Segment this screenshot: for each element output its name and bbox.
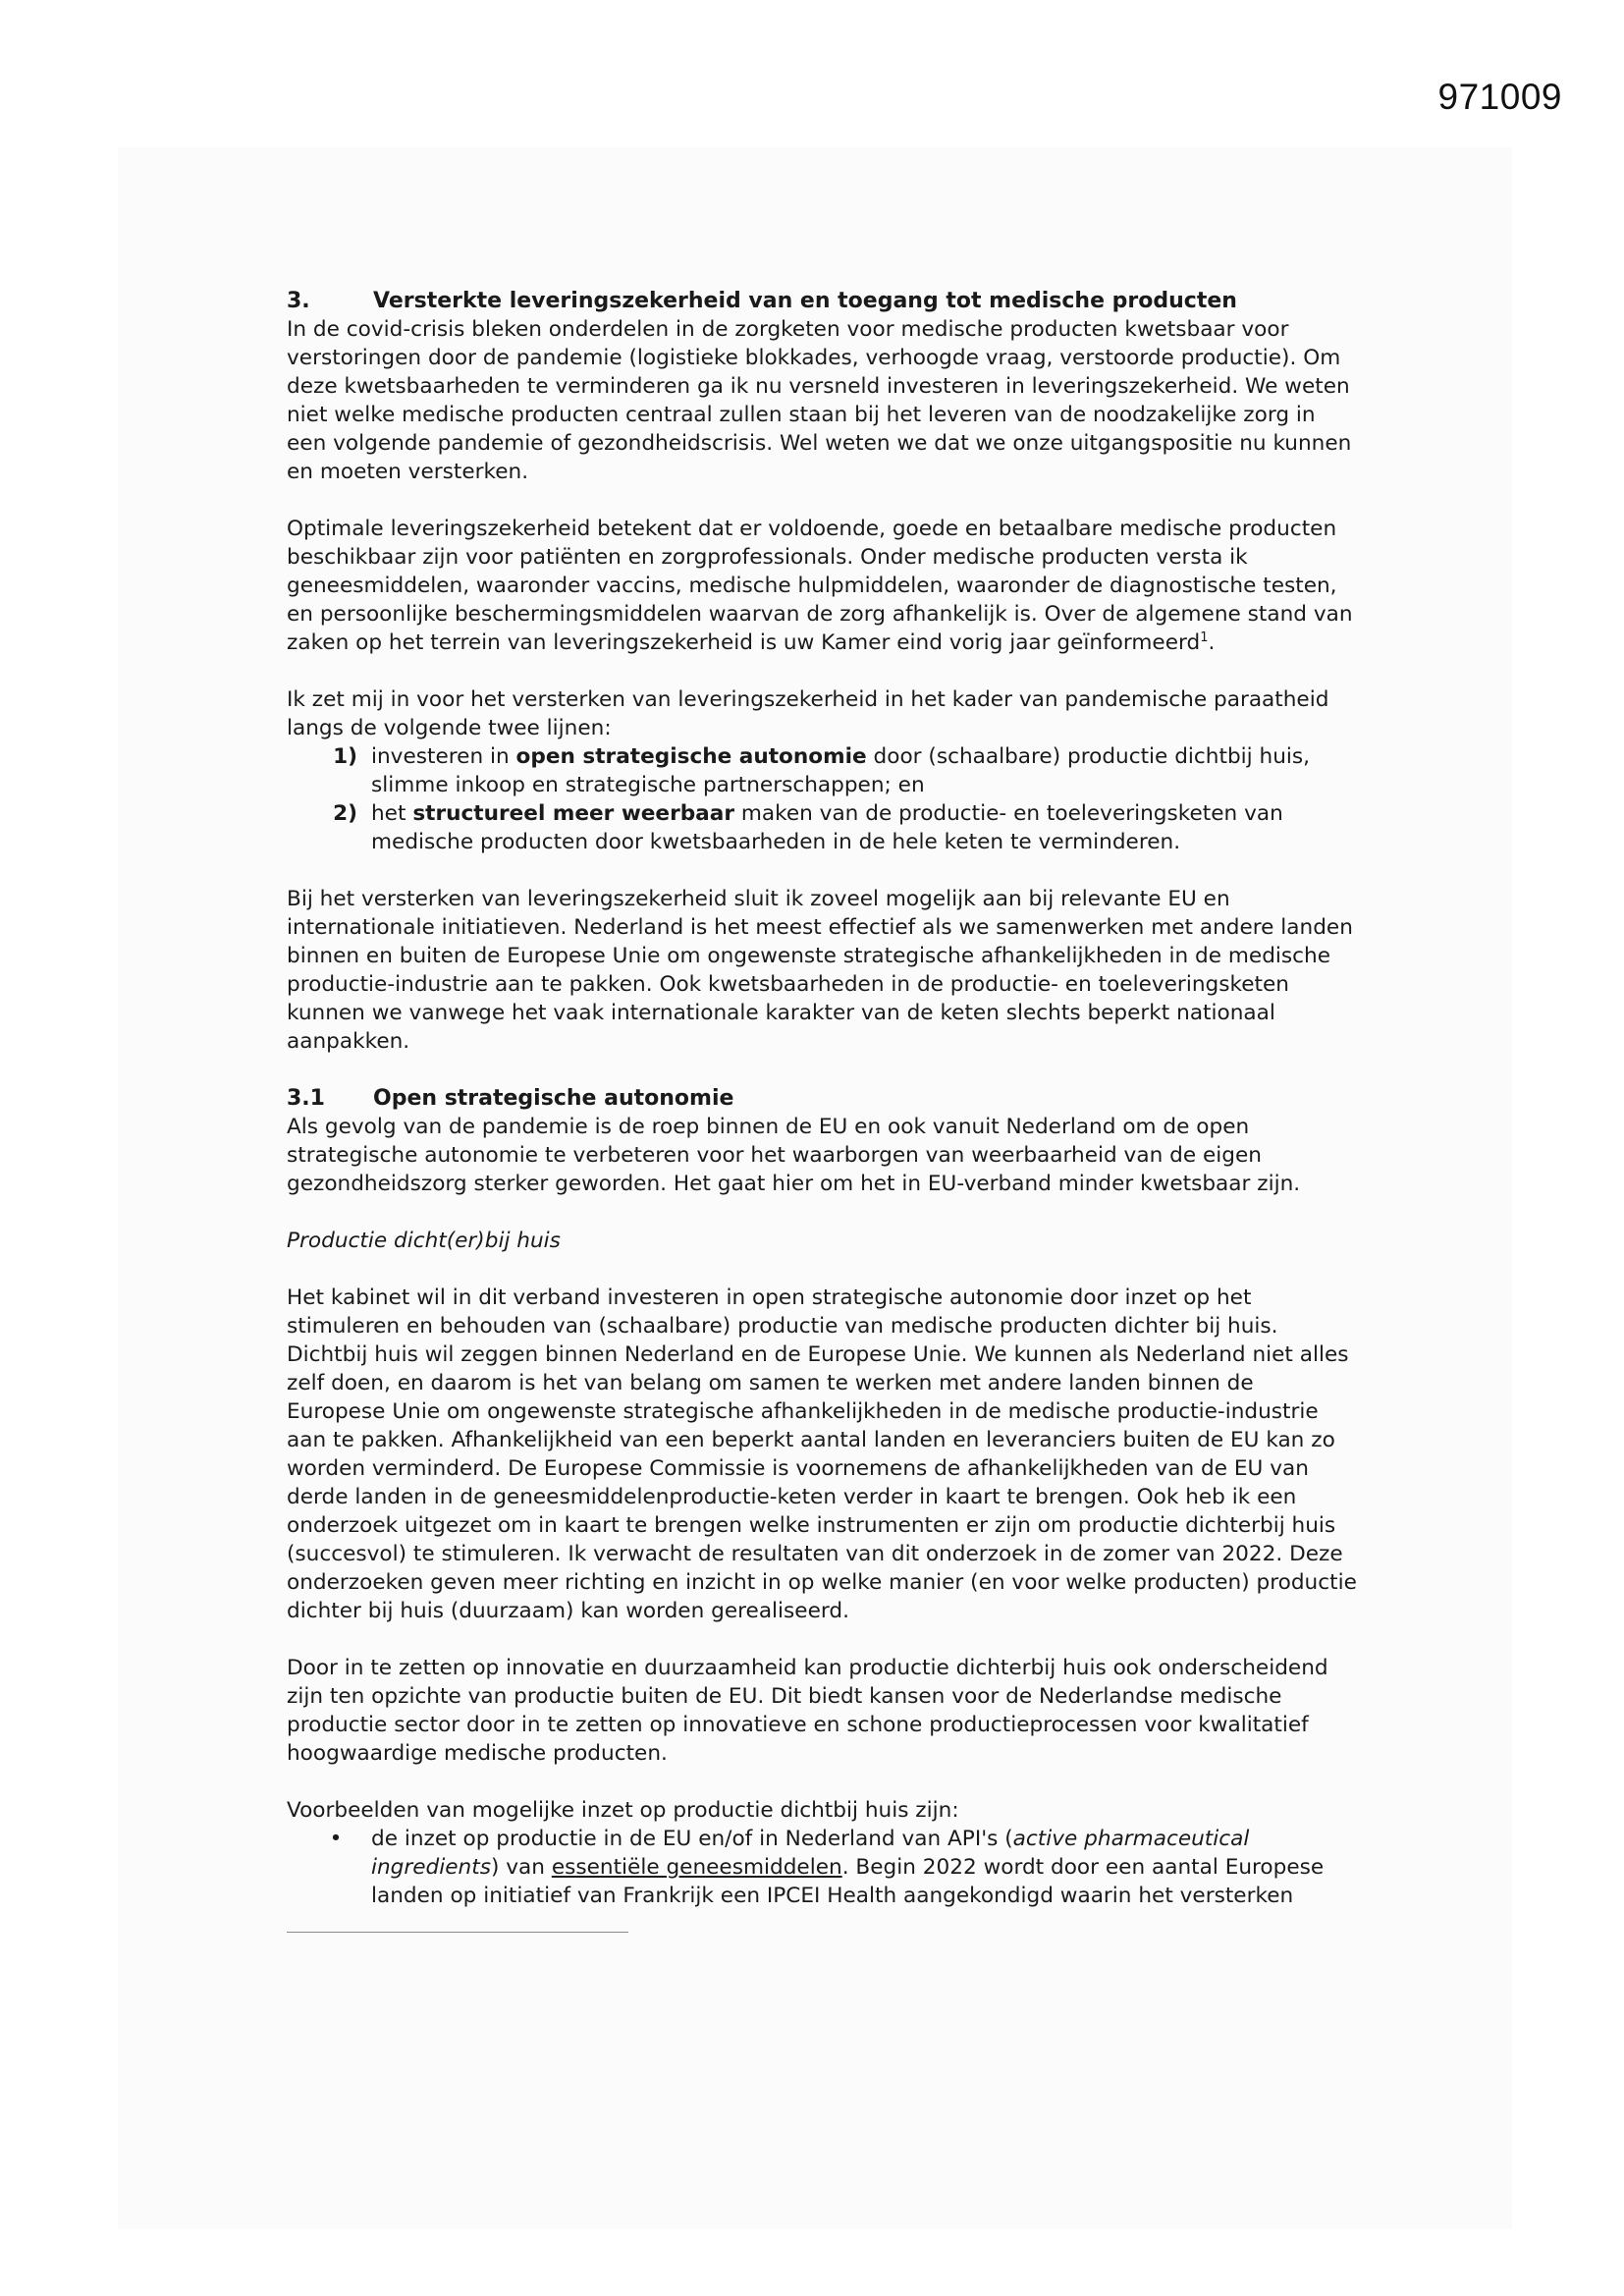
paragraph: Als gevolg van de pandemie is de roep binnen de EU en ook vanuit Nederland om de open strategische autonomie te verbeteren voor het waarborgen van weerbaarheid van de eigen gezondheidszorg sterker geworden. Het gaat hier om het in EU-verband minder kwetsbaar zijn. bbox=[287, 1115, 1301, 1196]
section-3-heading bbox=[287, 287, 1357, 315]
numbered-list bbox=[287, 742, 1357, 856]
section-number: 3. bbox=[287, 289, 310, 313]
section-number: 3.1 bbox=[287, 1086, 325, 1111]
footnote-separator bbox=[287, 1932, 628, 1933]
section-title: Versterkte leveringszekerheid van en toegang tot medische producten bbox=[373, 289, 1237, 313]
paragraph: Voorbeelden van mogelijke inzet op productie dichtbij huis zijn: bbox=[287, 1798, 959, 1823]
list-marker: 2) bbox=[333, 801, 357, 826]
paragraph: Ik zet mij in voor het versterken van leveringszekerheid in het kader van pandemische paraatheid langs de volgende twee lijnen: bbox=[287, 687, 1329, 740]
list-item-text: investeren in open strategische autonomie door (schaalbare) productie dichtbij huis, slimme inkoop en strategische partnerschappen; en bbox=[371, 744, 1310, 797]
document-body bbox=[287, 287, 1357, 1910]
bullet-list bbox=[287, 1825, 1357, 1910]
paragraph: Optimale leveringszekerheid betekent dat er voldoende, goede en betaalbare medische producten beschikbaar zijn voor patiënten en zorgprofessionals. Onder medische producten versta ik geneesmiddelen, waaronder vaccins, medische hulpmiddelen, waaronder de diagnostische testen, en persoonlijke beschermingsmiddelen waarvan de zorg afhankelijk is. Over de algemene stand van zaken op het terrein van leveringszekerheid is uw Kamer eind vorig jaar geïnformeerd$^1$. bbox=[287, 517, 1353, 655]
list-item bbox=[287, 742, 1357, 799]
document-number: 971009 bbox=[1437, 77, 1562, 117]
paragraph: In de covid-crisis bleken onderdelen in de zorgketen voor medische producten kwetsbaar voor verstoringen door de pandemie (logistieke blokkades, verhoogde vraag, verstoorde productie). Om deze kwetsbaarheden te verminderen ga ik nu versneld investeren in leveringszekerheid. We weten niet welke medische producten centraal zullen staan bij het leveren van de noodzakelijke zorg in een volgende pandemie of gezondheidscrisis. Wel weten we dat we onze uitgangspositie nu kunnen en moeten versterken. bbox=[287, 317, 1352, 484]
paragraph: Bij het versterken van leveringszekerheid sluit ik zoveel mogelijk aan bij relevante EU en internationale initiatieven. Nederland is het meest effectief als we samenwerken met andere landen binnen en buiten de Europese Unie om ongewenste strategische afhankelijkheden in de medische productie-industrie aan te pakken. Ook kwetsbaarheden in de productie- en toeleveringsketen kunnen we vanwege het vaak internationale karakter van de keten slechts beperkt nationaal aanpakken. bbox=[287, 887, 1353, 1054]
subheading: Productie dicht(er)bij huis bbox=[287, 1229, 561, 1253]
list-item-text: de inzet op productie in de EU en/of in Nederland van API's (active pharmaceutical ingredients) van essentiële geneesmiddelen. Begin 2022 wordt door een aantal Europese landen op initiatief van Frankrijk een IPCEI Health aangekondigd waarin het versterken bbox=[371, 1827, 1325, 1908]
list-item bbox=[287, 1825, 1357, 1910]
list-marker: 1) bbox=[333, 744, 357, 769]
list-item bbox=[287, 799, 1357, 856]
list-item-text: het structureel meer weerbaar maken van de productie- en toeleveringsketen van medische producten door kwetsbaarheden in de hele keten te verminderen. bbox=[371, 801, 1283, 854]
footnote-ref: 1 bbox=[1200, 629, 1209, 645]
paragraph: Door in te zetten op innovatie en duurzaamheid kan productie dichterbij huis ook onderscheidend zijn ten opzichte van productie buiten de EU. Dit biedt kansen voor de Nederlandse medische productie sector door in te zetten op innovatieve en schone productieprocessen voor kwalitatief hoogwaardige medische producten. bbox=[287, 1656, 1328, 1766]
section-3-1-heading bbox=[287, 1084, 1357, 1113]
section-title: Open strategische autonomie bbox=[373, 1086, 734, 1111]
bullet-marker: • bbox=[329, 1827, 343, 1851]
paragraph: Het kabinet wil in dit verband investeren in open strategische autonomie door inzet op het stimuleren en behouden van (schaalbare) productie van medische producten dichter bij huis. Dichtbij huis wil zeggen binnen Nederland en de Europese Unie. We kunnen als Nederland niet alles zelf doen, en daarom is het van belang om samen te werken met andere landen binnen de Europese Unie om ongewenste strategische afhankelijkheden in de medische productie-industrie aan te pakken. Afhankelijkheid van een beperkt aantal landen en leveranciers buiten de EU kan zo worden verminderd. De Europese Commissie is voornemens de afhankelijkheden van de EU van derde landen in de geneesmiddelenproductie-keten verder in kaart te brengen. Ook heb ik een onderzoek uitgezet om in kaart te brengen welke instrumenten er zijn om productie dichterbij huis (succesvol) te stimuleren. Ik verwacht de resultaten van dit onderzoek in de zomer van 2022. Deze onderzoeken geven meer richting en inzicht in op welke manier (en voor welke producten) productie dichter bij huis (duurzaam) kan worden gerealiseerd. bbox=[287, 1285, 1357, 1623]
